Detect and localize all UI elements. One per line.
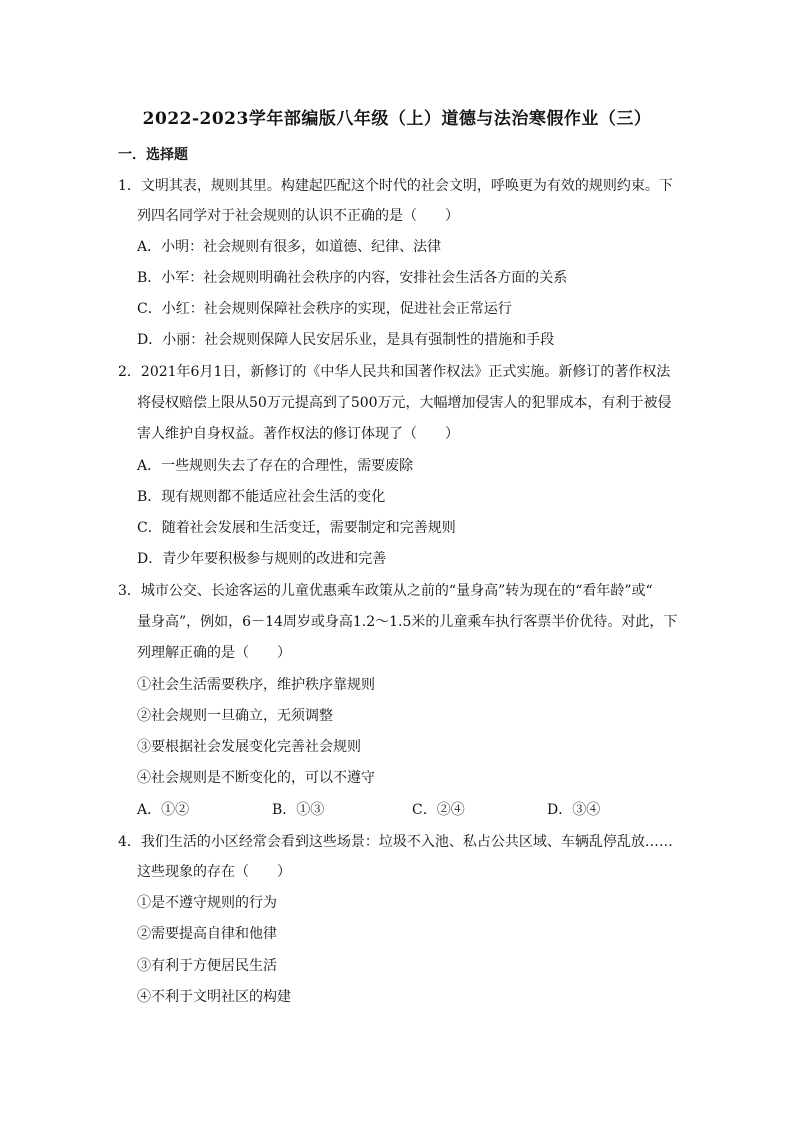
section-heading: 一．选择题 (118, 147, 188, 163)
question-2-option-d: D．青少年要积极参与规则的改进和完善 (137, 551, 387, 567)
question-2-line-3: 害人维护自身权益。著作权法的修订体现了（ ） (137, 426, 459, 442)
question-3-line-2: 量身高”，例如，6－14周岁或身高1.2～1.5米的儿童乘车执行客票半价优待。对此，下 (137, 614, 678, 630)
question-1-option-d: D．小丽：社会规则保障人民安居乐业，是具有强制性的措施和手段 (137, 332, 555, 348)
question-3-option-d: D．③④ (547, 802, 601, 818)
question-3-option-a: A．①② (137, 802, 190, 818)
question-4-line-2: 这些现象的存在（ ） (137, 864, 291, 880)
question-2-option-a: A．一些规则失去了存在的合理性，需要废除 (137, 458, 414, 474)
question-2-option-b: B．现有规则都不能适应社会生活的变化 (137, 489, 386, 505)
question-3-statement-2: ②社会规则一旦确立，无须调整 (137, 708, 333, 724)
question-3-statement-4: ④社会规则是不断变化的，可以不遵守 (137, 770, 375, 786)
question-2-option-c: C．随着社会发展和生活变迁，需要制定和完善规则 (137, 520, 456, 536)
question-3-option-c: C．②④ (412, 802, 465, 818)
question-1-line-2: 列四名同学对于社会规则的认识不正确的是（ ） (137, 208, 459, 224)
question-4-line-1: 4．我们生活的小区经常会看到这些场景：垃圾不入池、私占公共区域、车辆乱停乱放…… (118, 834, 673, 850)
question-3-line-1: 3．城市公交、长途客运的儿童优惠乘车政策从之前的“量身高”转为现在的“看年龄”或“ (118, 583, 653, 599)
question-3-line-3: 列理解正确的是（ ） (137, 645, 291, 661)
question-1-option-a: A．小明：社会规则有很多，如道德、纪律、法律 (137, 239, 442, 255)
question-3-statement-1: ①社会生活需要秩序，维护秩序靠规则 (137, 677, 375, 693)
question-3-option-b: B．①③ (272, 802, 325, 818)
page-title: 2022-2023学年部编版八年级（上）道德与法治寒假作业（三） (142, 109, 652, 129)
question-3-choices (137, 800, 600, 820)
question-4-statement-1: ①是不遵守规则的行为 (137, 895, 277, 911)
question-4-statement-3: ③有利于方便居民生活 (137, 958, 277, 974)
question-2-line-1: 2．2021年6月1日，新修订的《中华人民共和国著作权法》正式实施。新修订的著作权法 (118, 364, 671, 380)
question-1-option-c: C．小红：社会规则保障社会秩序的实现，促进社会正常运行 (137, 301, 512, 317)
question-1-option-b: B．小军：社会规则明确社会秩序的内容，安排社会生活各方面的关系 (137, 270, 568, 286)
question-3-statement-3: ③要根据社会发展变化完善社会规则 (137, 739, 361, 755)
question-2-line-2: 将侵权赔偿上限从50万元提高到了500万元，大幅增加侵害人的犯罪成本，有利于被侵 (137, 395, 672, 411)
question-4-statement-2: ②需要提高自律和他律 (137, 926, 277, 942)
question-1-line-1: 1．文明其表，规则其里。构建起匹配这个时代的社会文明，呼唤更为有效的规则约束。下 (118, 178, 673, 194)
question-4-statement-4: ④不利于文明社区的构建 (137, 989, 291, 1005)
